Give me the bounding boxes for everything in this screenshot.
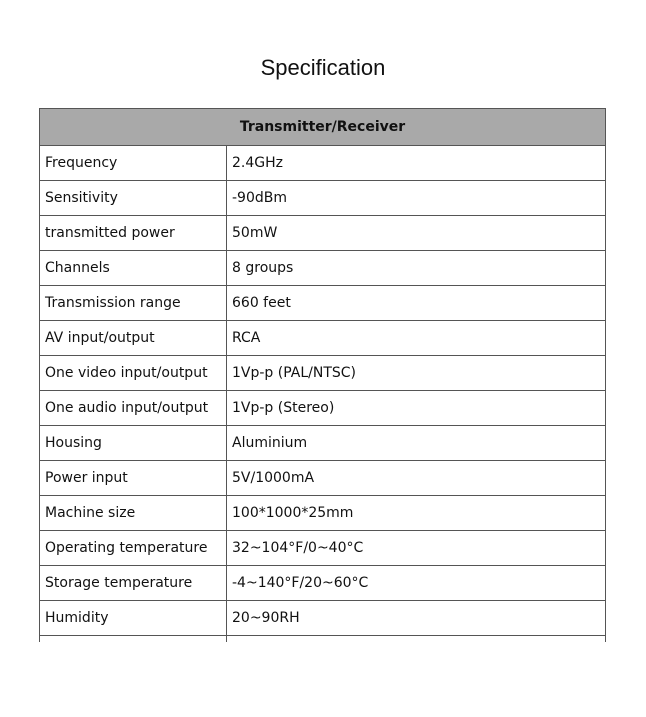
spec-label: transmitted power: [40, 216, 227, 251]
spec-label: One video input/output: [40, 356, 227, 391]
table-row: [40, 356, 606, 391]
spec-label: Humidity: [40, 601, 227, 636]
specification-table: [39, 108, 606, 642]
spec-label: One audio input/output: [40, 391, 227, 426]
spec-value: Aluminium: [227, 426, 606, 461]
table-row: [40, 601, 606, 636]
spec-value: 1Vp-p (PAL/NTSC): [227, 356, 606, 391]
spec-label: Transmission range: [40, 286, 227, 321]
table-row: [40, 461, 606, 496]
table-row-cut-off: [40, 636, 606, 642]
spec-label: Housing: [40, 426, 227, 461]
spec-label: AV input/output: [40, 321, 227, 356]
table-row: [40, 531, 606, 566]
spec-value: 5V/1000mA: [227, 461, 606, 496]
spec-value: 2.4GHz: [227, 146, 606, 181]
spec-label: Machine size: [40, 496, 227, 531]
page-title: Specification: [260, 55, 386, 80]
spec-value: 100*1000*25mm: [227, 496, 606, 531]
spec-label: Sensitivity: [40, 181, 227, 216]
table-row: [40, 251, 606, 286]
table-row: [40, 566, 606, 601]
table-row: [40, 496, 606, 531]
spec-label: Channels: [40, 251, 227, 286]
spec-value: -90dBm: [227, 181, 606, 216]
empty-cell: [227, 636, 606, 642]
empty-cell: [40, 636, 227, 642]
table-row: [40, 391, 606, 426]
table-row: [40, 181, 606, 216]
table-header-row: [40, 109, 606, 146]
spec-value: 50mW: [227, 216, 606, 251]
spec-value: 660 feet: [227, 286, 606, 321]
spec-value: 1Vp-p (Stereo): [227, 391, 606, 426]
table-row: [40, 216, 606, 251]
table-row: [40, 426, 606, 461]
spec-label: Power input: [40, 461, 227, 496]
spec-value: 8 groups: [227, 251, 606, 286]
table-row: [40, 321, 606, 356]
spec-value: RCA: [227, 321, 606, 356]
spec-label: Storage temperature: [40, 566, 227, 601]
spec-label: Frequency: [40, 146, 227, 181]
table-header: Transmitter/Receiver: [40, 109, 606, 146]
spec-label: Operating temperature: [40, 531, 227, 566]
spec-value: -4~140°F/20~60°C: [227, 566, 606, 601]
spec-value: 32~104°F/0~40°C: [227, 531, 606, 566]
table-row: [40, 286, 606, 321]
spec-value: 20~90RH: [227, 601, 606, 636]
table-row: [40, 146, 606, 181]
